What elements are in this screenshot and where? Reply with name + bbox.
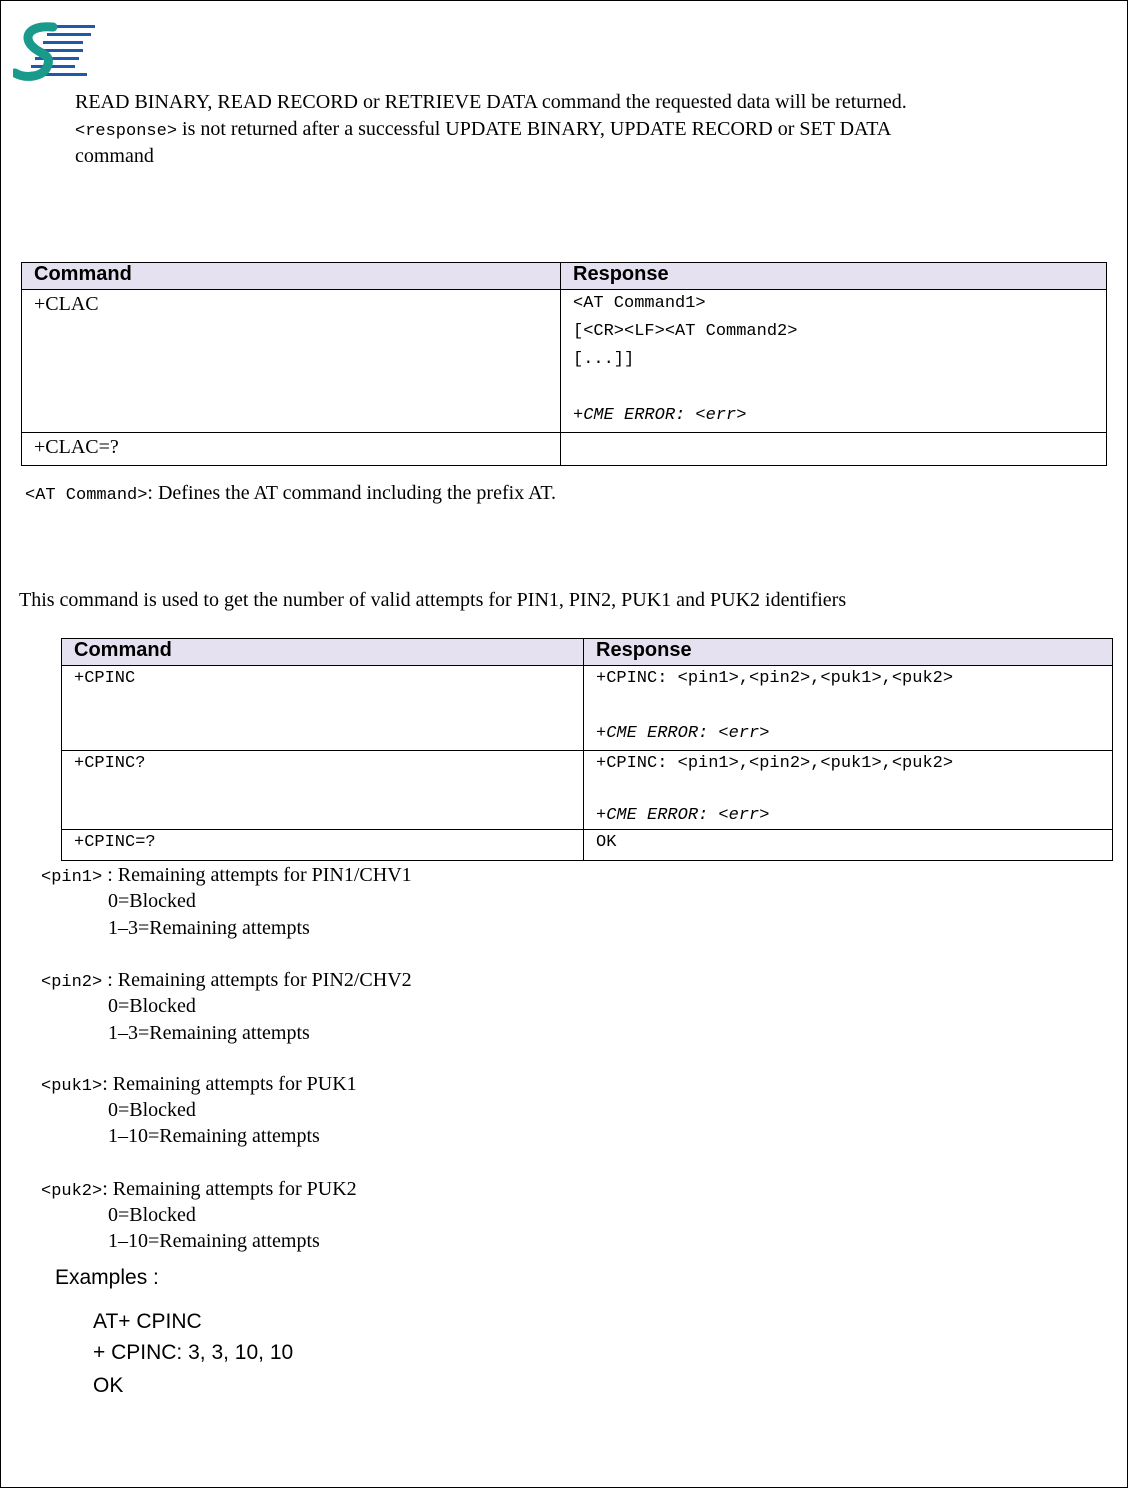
clac-table-header [22, 263, 1107, 290]
command-text: +CPINC [74, 669, 136, 688]
examples-label: Examples : [55, 1266, 159, 1289]
param-code: <puk1> [41, 1077, 103, 1096]
response-line: [...]] [573, 350, 635, 369]
response-line-error: +CME ERROR: <err> [573, 406, 747, 425]
param-value: 1–10=Remaining attempts [108, 1125, 320, 1147]
cpinc-description: This command is used to get the number of valid attempts for PIN1, PIN2, PUK1 and PUK2 identifiers [19, 589, 847, 611]
param-desc: : Remaining attempts for PUK2 [102, 1178, 357, 1200]
command-cell [62, 751, 584, 830]
response-cell [561, 433, 1107, 466]
param-value: 1–3=Remaining attempts [108, 1022, 310, 1044]
response-code: <response> [75, 122, 178, 141]
cpinc-table [61, 638, 1113, 861]
param-value: 0=Blocked [108, 1204, 196, 1226]
command-text: +CPINC=? [74, 833, 156, 852]
param-desc: : Remaining attempts for PIN1/CHV1 [102, 864, 412, 886]
column-header-response: Response [584, 639, 1113, 666]
command-text: +CPINC? [74, 754, 146, 773]
command-cell [22, 290, 561, 433]
response-line: <AT Command1> [573, 294, 706, 313]
column-header-response: Response [561, 263, 1107, 290]
column-header-command: Command [22, 263, 561, 290]
at-command-code: <AT Command> [25, 486, 148, 505]
param-code: <puk2> [41, 1182, 103, 1201]
response-line-error: +CME ERROR: <err> [596, 806, 770, 825]
param-code: <pin1> [41, 868, 103, 887]
table-row [62, 830, 1113, 861]
company-logo-icon [13, 21, 97, 83]
response-line [596, 777, 1112, 803]
param-value: 0=Blocked [108, 995, 196, 1017]
intro-line-3: command [75, 145, 154, 167]
param-desc: : Remaining attempts for PUK1 [102, 1073, 357, 1095]
at-command-text: : Defines the AT command including the prefix AT. [147, 482, 557, 504]
response-line: [<CR><LF><AT Command2> [573, 322, 798, 341]
response-line-error: +CME ERROR: <err> [596, 724, 770, 743]
response-cell [561, 290, 1107, 433]
param-value: 1–3=Remaining attempts [108, 917, 310, 939]
response-line: +CPINC: <pin1>,<pin2>,<puk1>,<puk2> [596, 754, 954, 773]
table-row [22, 290, 1107, 433]
param-value: 0=Blocked [108, 890, 196, 912]
cpinc-table-header [62, 639, 1113, 666]
intro-line-1: READ BINARY, READ RECORD or RETRIEVE DATA command the requested data will be returned. [75, 91, 907, 113]
intro-line-2-text: is not returned after a successful UPDATE BINARY, UPDATE RECORD or SET DATA [177, 118, 892, 140]
param-puk2 [41, 1178, 357, 1201]
param-code: <pin2> [41, 973, 103, 992]
table-row [22, 433, 1107, 466]
param-pin1 [41, 864, 412, 887]
command-text: +CLAC=? [34, 436, 119, 458]
table-row [62, 751, 1113, 830]
response-cell [584, 751, 1113, 830]
param-value: 1–10=Remaining attempts [108, 1230, 320, 1252]
clac-table [21, 262, 1107, 466]
command-cell [62, 666, 584, 751]
command-cell [62, 830, 584, 861]
column-header-command: Command [62, 639, 584, 666]
table-row [62, 666, 1113, 751]
param-value: 0=Blocked [108, 1099, 196, 1121]
response-line [596, 692, 1112, 720]
param-desc: : Remaining attempts for PIN2/CHV2 [102, 969, 412, 991]
response-line: OK [596, 833, 617, 852]
response-cell [584, 830, 1113, 861]
command-cell [22, 433, 561, 466]
param-pin2 [41, 969, 412, 992]
example-line: AT+ CPINC [93, 1310, 202, 1333]
example-line: + CPINC: 3, 3, 10, 10 [93, 1341, 294, 1364]
param-puk1 [41, 1073, 357, 1096]
intro-line-2 [75, 118, 891, 141]
command-text: +CLAC [34, 293, 99, 315]
example-line: OK [93, 1374, 124, 1397]
at-command-definition [25, 482, 556, 505]
response-line: +CPINC: <pin1>,<pin2>,<puk1>,<puk2> [596, 669, 954, 688]
response-line [573, 374, 1106, 402]
response-cell [584, 666, 1113, 751]
